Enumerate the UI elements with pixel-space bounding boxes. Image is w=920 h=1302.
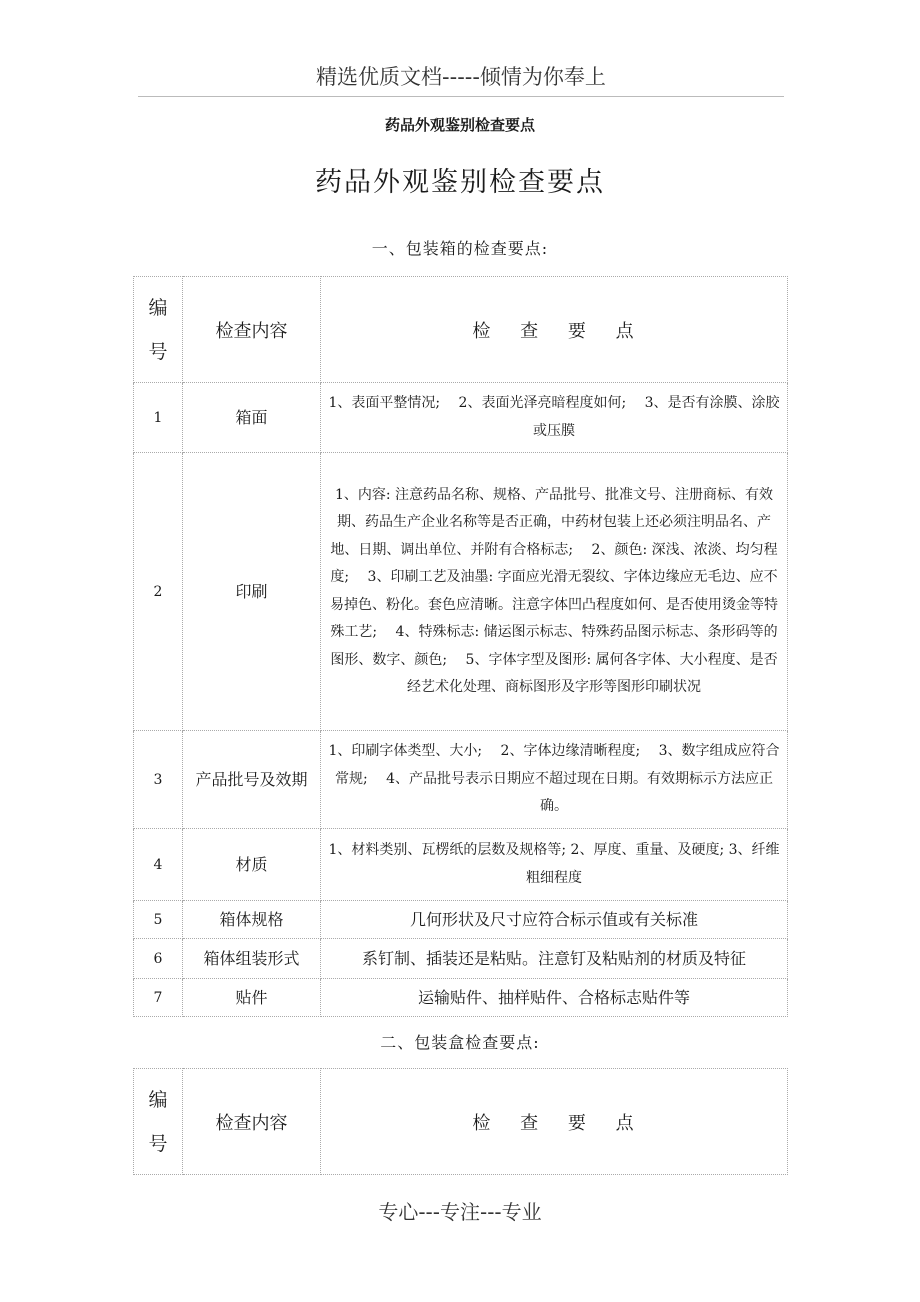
table-row <box>134 901 788 939</box>
table-header-row <box>134 277 788 383</box>
column-header-item: 检查内容 <box>183 277 321 383</box>
column-header-number-line1: 编 <box>148 1088 168 1111</box>
table-row <box>134 829 788 901</box>
column-header-number <box>134 277 183 383</box>
row-number: 5 <box>134 901 183 939</box>
table-row <box>134 453 788 731</box>
row-item: 产品批号及效期 <box>183 731 321 829</box>
column-header-number-line1: 编 <box>148 296 168 319</box>
row-number: 4 <box>134 829 183 901</box>
table-row <box>134 939 788 979</box>
row-number: 2 <box>134 453 183 731</box>
packing-carton-check-table <box>133 1068 788 1175</box>
packing-box-check-table <box>133 276 788 1017</box>
row-item: 箱体组装形式 <box>183 939 321 979</box>
row-item: 箱体规格 <box>183 901 321 939</box>
table-row <box>134 731 788 829</box>
column-header-number-line2: 号 <box>148 1132 168 1155</box>
row-number: 6 <box>134 939 183 979</box>
section-2-heading: 二、包装盒检查要点: <box>380 1033 540 1052</box>
row-points: 1、内容: 注意药品名称、规格、产品批号、批准文号、注册商标、有效期、药品生产企业名称等是否正确，中药材包装上还必须注明品名、产地、日期、调出单位、并附有合格标志; 2、颜色: 深浅、浓淡、均匀程度; 3、印刷工艺及油墨: 字面应光滑无裂纹、字体边缘应无毛边、应不易掉色、粉化。套色应清晰。注意字体凹凸程度如何、是否使用烫金等特殊工艺; 4、特殊标志: 储运图示标志、特殊药品图示标志、条形码等的图形、数字、颜色; 5、字体字型及图形: 属何各字体、大小程度、是否经艺术化处理、商标图形及字形等图形印刷状况 <box>321 453 788 731</box>
column-header-number <box>134 1069 183 1175</box>
column-header-points: 检 查 要 点 <box>321 1069 788 1175</box>
section-1-heading: 一、包装箱的检查要点: <box>371 239 549 258</box>
row-number: 1 <box>134 383 183 453</box>
document-subtitle: 药品外观鉴别检查要点 <box>384 116 535 134</box>
row-item: 印刷 <box>183 453 321 731</box>
document-title: 药品外观鉴别检查要点 <box>315 167 605 198</box>
column-header-number-line2: 号 <box>148 340 168 363</box>
page-header: 精选优质文档-----倾情为你奉上 <box>138 64 784 97</box>
row-points: 1、表面平整情况; 2、表面光泽亮暗程度如何; 3、是否有涂膜、涂胶或压膜 <box>321 383 788 453</box>
column-header-item: 检查内容 <box>183 1069 321 1175</box>
table-header-row <box>134 1069 788 1175</box>
row-item: 箱面 <box>183 383 321 453</box>
row-item: 贴件 <box>183 979 321 1017</box>
row-points: 1、印刷字体类型、大小; 2、字体边缘清晰程度; 3、数字组成应符合常规; 4、产品批号表示日期应不超过现在日期。有效期标示方法应正确。 <box>321 731 788 829</box>
table-row <box>134 383 788 453</box>
row-points: 运输贴件、抽样贴件、合格标志贴件等 <box>321 979 788 1017</box>
table-row <box>134 979 788 1017</box>
row-item: 材质 <box>183 829 321 901</box>
page-footer: 专心---专注---专业 <box>378 1200 542 1224</box>
row-points: 1、材料类别、瓦楞纸的层数及规格等; 2、厚度、重量、及硬度; 3、纤维粗细程度 <box>321 829 788 901</box>
row-number: 7 <box>134 979 183 1017</box>
column-header-points: 检 查 要 点 <box>321 277 788 383</box>
row-number: 3 <box>134 731 183 829</box>
row-points: 系钉制、插装还是粘贴。注意钉及粘贴剂的材质及特征 <box>321 939 788 979</box>
row-points: 几何形状及尺寸应符合标示值或有关标准 <box>321 901 788 939</box>
